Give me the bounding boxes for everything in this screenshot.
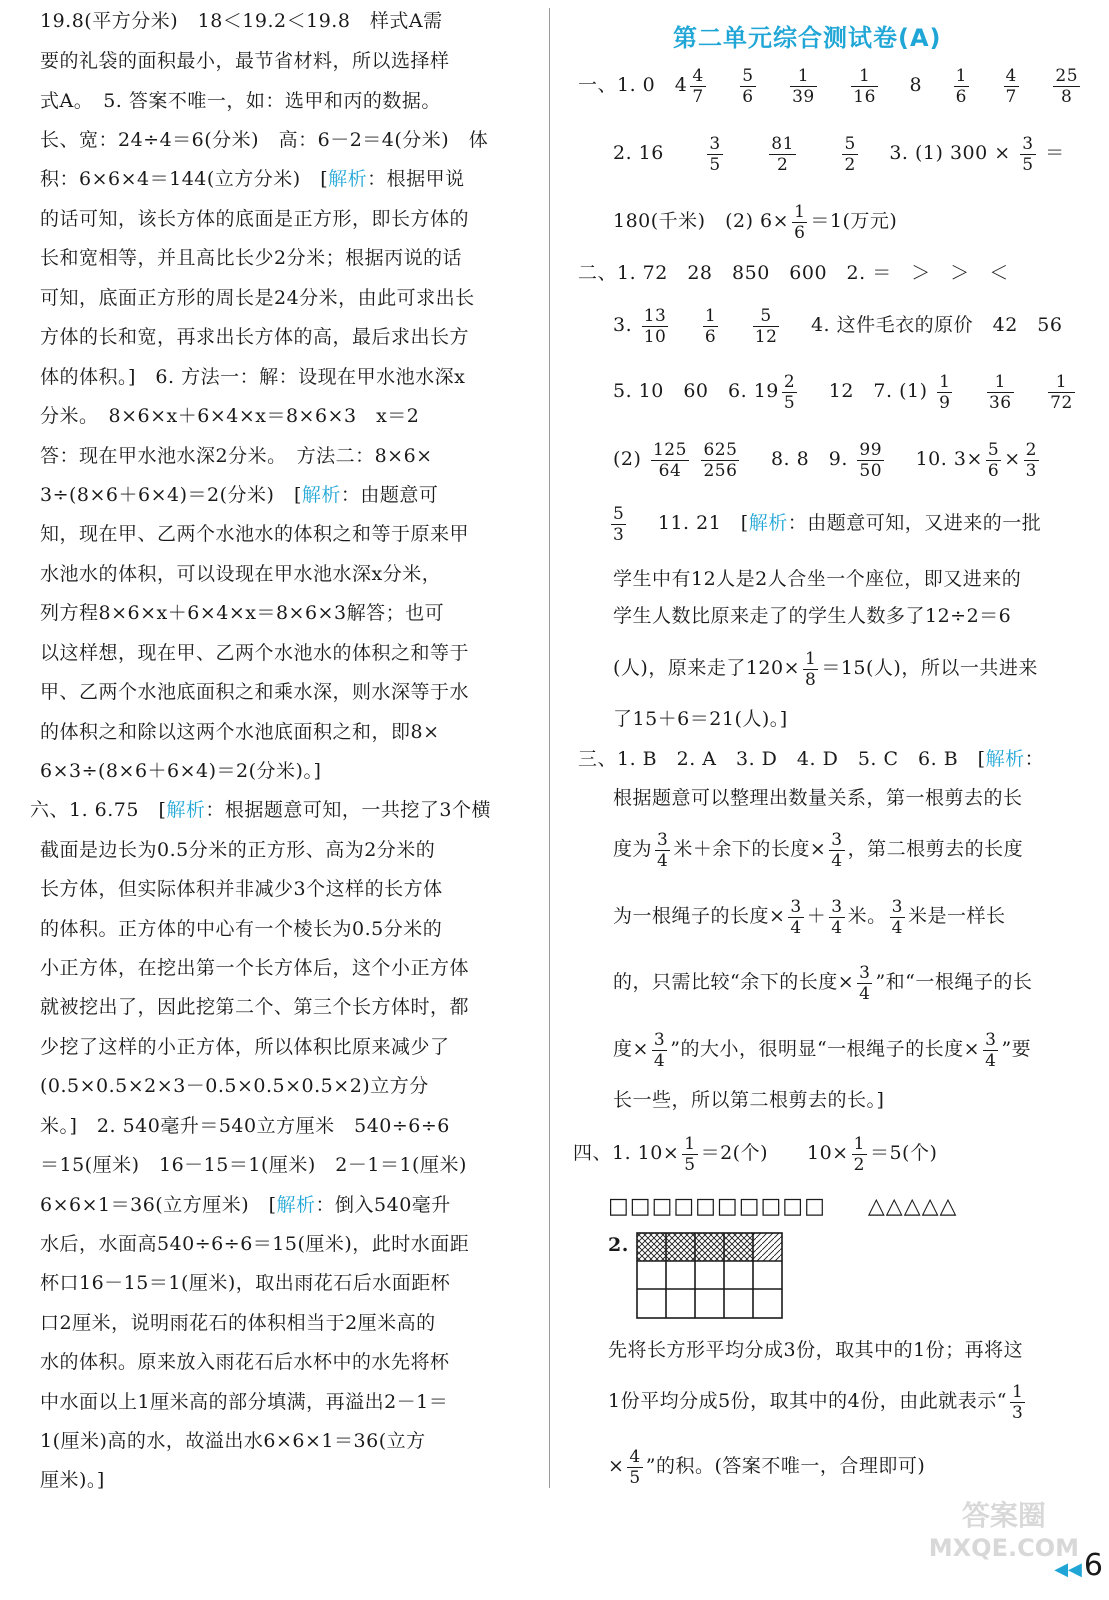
triangles-row: △△△△△ — [867, 1194, 958, 1219]
answer-line: 三、1. B 2. A 3. D 4. D 5. C 6. B [解析： — [578, 748, 1045, 770]
text-line: 米。] 2. 540毫升＝540立方厘米 540÷6÷6 — [40, 1115, 450, 1137]
text-line: 分米。 8×6×x＋6×4×x＝8×6×3 x＝2 — [40, 405, 420, 427]
fraction: $\frac{3}{4}$ — [653, 1029, 666, 1071]
fraction: $\frac{3}{4}$ — [891, 896, 903, 938]
answer-line: 二、1. 72 28 850 600 2. ＝ ＞ ＞ ＜ — [578, 262, 1009, 284]
fraction: $\frac{2}{3}$ — [1025, 439, 1037, 481]
text-line: 式A。 5. 答案不唯一，如：选甲和丙的数据。 — [40, 90, 441, 112]
fraction: $\frac{25}{8}$ — [1055, 65, 1079, 107]
text-line: 可知，底面正方形的周长是24分米，由此可求出长 — [40, 287, 475, 309]
fraction: $\frac{5}{3}$ — [613, 503, 625, 545]
text-line: 长和宽相等，并且高比长少2分米；根据丙说的话 — [40, 247, 463, 269]
fraction: $\frac{3}{5}$ — [1022, 133, 1034, 175]
question-number: 2. — [608, 1234, 629, 1256]
section-title: 第二单元综合测试卷(A) — [673, 24, 942, 52]
fraction: $\frac{1}{8}$ — [805, 648, 817, 690]
jiexi-label: 解析 — [301, 484, 341, 506]
fraction: $\frac{1}{2}$ — [853, 1133, 865, 1175]
text-line: 的体积之和除以这两个水池底面积之和，即8× — [40, 721, 440, 743]
text-line: 的话可知，该长方体的底面是正方形，即长方体的 — [40, 208, 470, 230]
answer-line: 度× $\frac{3}{4}$ ”的大小，很明显“一根绳子的长度× $\frac{3}{4}$ ”要 — [613, 1029, 1032, 1071]
text-line: ＝15(厘米) 16－15＝1(厘米) 2－1＝1(厘米) — [40, 1154, 467, 1176]
fraction: $\frac{3}{4}$ — [985, 1029, 997, 1071]
fraction: $\frac{5}{2}$ — [844, 133, 856, 175]
text-line: 六、1. 6.75 [解析：根据题意可知，一共挖了3个横 — [30, 799, 491, 821]
grid-figure — [636, 1232, 784, 1320]
answer-line: 根据题意可以整理出数量关系，第一根剪去的长 — [613, 787, 1023, 809]
answer-line: 学生中有12人是2人合坐一个座位，即又进来的 — [613, 568, 1022, 590]
fraction: $\frac{3}{4}$ — [790, 896, 802, 938]
jiexi-label: 解析 — [166, 799, 206, 821]
fraction: $\frac{3}{4}$ — [859, 962, 871, 1004]
jiexi-label: 解析 — [328, 168, 368, 190]
fraction: $\frac{1}{5}$ — [684, 1133, 696, 1175]
answer-line: 5. 10 60 6. 19 $\frac{2}{5}$ 12 7. (1) $\frac{1}{9}$ $\frac{1}{36}$ $\frac{1}{72}$ — [613, 371, 1073, 413]
fraction: $\frac{13}{10}$ — [643, 305, 667, 347]
fraction: $\frac{5}{6}$ — [742, 65, 754, 107]
text-line: 中水面以上1厘米高的部分填满，再溢出2－1＝ — [40, 1391, 449, 1413]
text-line: 水池水的体积，可以设现在甲水池水深x分米， — [40, 563, 442, 585]
answer-line: (人)，原来走了120× $\frac{1}{8}$ ＝15(人)，所以一共进来 — [613, 648, 1038, 690]
fraction: $\frac{5}{6}$ — [987, 439, 1000, 481]
fraction: $\frac{2}{5}$ — [783, 371, 796, 413]
arrow-icon: ◀◀ — [1054, 1559, 1082, 1580]
fraction: $\frac{3}{4}$ — [831, 896, 843, 938]
column-divider — [549, 8, 550, 1488]
text-line: 水后，水面高540÷6÷6＝15(厘米)，此时水面距 — [40, 1233, 470, 1255]
page-number: ◀◀6 — [1054, 1548, 1103, 1583]
answer-line: 3. $\frac{13}{10}$ $\frac{1}{6}$ $\frac{5}{12}$ 4. 这件毛衣的原价 42 56 — [613, 305, 1063, 347]
answer-line: 的，只需比较“余下的长度× $\frac{3}{4}$ ”和“一根绳子的长 — [613, 962, 1033, 1004]
fraction: $\frac{1}{6}$ — [794, 201, 806, 243]
text-line: 列方程8×6×x＋6×4×x＝8×6×3解答；也可 — [40, 602, 445, 624]
text-line: 少挖了这样的小正方体，所以体积比原来减少了 — [40, 1036, 450, 1058]
answer-line: 四、1. 10× $\frac{1}{5}$ ＝2(个) 10× $\frac{1}{2}$ ＝5(个) — [573, 1133, 938, 1175]
fraction: $\frac{99}{50}$ — [859, 439, 883, 481]
answer-line: 先将长方形平均分成3份，取其中的1份；再将这 — [608, 1339, 1024, 1361]
text-line: 19.8(平方分米) 18＜19.2＜19.8 样式A需 — [40, 10, 443, 32]
answer-line: 度为 $\frac{3}{4}$ 米＋余下的长度× $\frac{3}{4}$ ，第二根剪去的长度 — [613, 829, 1024, 871]
text-line: 长方体，但实际体积并非减少3个这样的长方体 — [40, 878, 443, 900]
answer-line: 长一些，所以第二根剪去的长。] — [613, 1089, 885, 1111]
answer-line: × $\frac{4}{5}$ ”的积。(答案不唯一，合理即可) — [608, 1446, 926, 1488]
text-line: 以这样想，现在甲、乙两个水池水的体积之和等于 — [40, 642, 470, 664]
fraction: $\frac{1}{72}$ — [1050, 371, 1073, 413]
squares-row: □□□□□□□□□□ — [608, 1194, 826, 1219]
fraction: $\frac{125}{64}$ — [652, 439, 687, 481]
text-line: 要的礼袋的面积最小，最节省材料，所以选择样 — [40, 50, 450, 72]
shapes-row — [608, 1194, 957, 1219]
answer-line: (2) $\frac{125}{64}$ $\frac{625}{256}$ 8. 8 9. $\frac{99}{50}$ 10. 3× $\frac{5}{6}$ × $\frac{2}{3}$ — [613, 439, 1037, 481]
text-line: 6×6×1＝36(立方厘米) [解析：倒入540毫升 — [40, 1194, 451, 1216]
fraction: $\frac{1}{6}$ — [704, 305, 717, 347]
text-line: 长、宽：24÷4＝6(分米) 高：6－2＝4(分米) 体 — [40, 129, 489, 151]
text-line: 甲、乙两个水池底面积之和乘水深，则水深等于水 — [40, 681, 470, 703]
text-line: 小正方体，在挖出第一个长方体后，这个小正方体 — [40, 957, 470, 979]
text-line: 杯口16－15＝1(厘米)，取出雨花石后水面距杯 — [40, 1272, 451, 1294]
fraction: $\frac{1}{36}$ — [988, 371, 1012, 413]
text-line: 厘米)。] — [40, 1469, 105, 1491]
text-line: 3÷(8×6＋6×4)＝2(分米) [解析：由题意可 — [40, 484, 439, 506]
fraction: $\frac{1}{16}$ — [853, 65, 876, 107]
fraction: $\frac{3}{5}$ — [709, 133, 721, 175]
text-line: 方体的长和宽，再求出长方体的高，最后求出长方 — [40, 326, 470, 348]
answer-line: 2. 16 $\frac{3}{5}$ $\frac{81}{2}$ $\frac{5}{2}$ 3. (1) 300 × $\frac{3}{5}$ ＝ — [613, 133, 1065, 175]
fraction: $\frac{81}{2}$ — [771, 133, 794, 175]
fraction: $\frac{1}{39}$ — [792, 65, 815, 107]
text-line: 口2厘米，说明雨花石的体积相当于2厘米高的 — [40, 1312, 436, 1334]
answer-line: 学生人数比原来走了的学生人数多了12÷2＝6 — [613, 605, 1012, 627]
text-line: (0.5×0.5×2×3－0.5×0.5×0.5×2)立方分 — [40, 1075, 429, 1097]
answer-line: 180(千米) (2) 6× $\frac{1}{6}$ ＝1(万元) — [613, 201, 898, 243]
text-line: 答：现在甲水池水深2分米。 方法二：8×6× — [40, 445, 433, 467]
fraction: $\frac{4}{7}$ — [692, 65, 704, 107]
text-line: 体的体积。] 6. 方法一：解：设现在甲水池水深x — [40, 366, 466, 388]
text-line: 积：6×6×4＝144(立方分米) [解析：根据甲说 — [40, 168, 465, 190]
fraction: $\frac{1}{6}$ — [955, 65, 967, 107]
text-line: 的体积。正方体的中心有一个棱长为0.5分米的 — [40, 918, 443, 940]
text-line: 就被挖出了，因此挖第二个、第三个长方体时，都 — [40, 996, 470, 1018]
watermark-logo: 答案圈 MXQE.COM — [928, 1499, 1079, 1562]
fraction: $\frac{3}{4}$ — [657, 829, 669, 871]
answer-line: 1份平均分成5份，取其中的4份，由此就表示“ $\frac{1}{3}$ — [608, 1381, 1024, 1423]
fraction: $\frac{5}{12}$ — [754, 305, 778, 347]
answer-line: 一、1. 0 4 $\frac{4}{7}$ $\frac{5}{6}$ $\frac{1}{39}$ $\frac{1}{16}$ 8 $\frac{1}{6}$ $\frac{4}{7}$ $\frac{25}{8}$ — [578, 65, 1079, 107]
fraction: $\frac{4}{7}$ — [1005, 65, 1017, 107]
jiexi-label: 解析 — [985, 748, 1025, 770]
answer-line: 了15＋6＝21(人)。] — [613, 708, 788, 730]
fraction: $\frac{625}{256}$ — [703, 439, 738, 481]
text-line: 截面是边长为0.5分米的正方形、高为2分米的 — [40, 839, 436, 861]
diagonal-hatched-cell — [753, 1233, 782, 1261]
text-line: 6×3÷(8×6＋6×4)＝2(分米)。] — [40, 760, 322, 782]
text-line: 水的体积。原来放入雨花石后水杯中的水先将杯 — [40, 1351, 450, 1373]
answer-line: 为一根绳子的长度× $\frac{3}{4}$ ＋ $\frac{3}{4}$ 米。 $\frac{3}{4}$ 米是一样长 — [613, 896, 1006, 938]
fraction: $\frac{4}{5}$ — [629, 1446, 641, 1488]
fraction: $\frac{1}{3}$ — [1011, 1381, 1024, 1423]
text-line: 知，现在甲、乙两个水池水的体积之和等于原来甲 — [40, 523, 470, 545]
jiexi-label: 解析 — [276, 1194, 316, 1216]
fraction: $\frac{3}{4}$ — [831, 829, 843, 871]
jiexi-label: 解析 — [748, 512, 788, 534]
answer-line: $\frac{5}{3}$ 11. 21 [解析：由题意可知，又进来的一批 — [613, 503, 1042, 545]
fraction: $\frac{1}{9}$ — [939, 371, 951, 413]
text-line: 1(厘米)高的水，故溢出水6×6×1＝36(立方 — [40, 1430, 426, 1452]
